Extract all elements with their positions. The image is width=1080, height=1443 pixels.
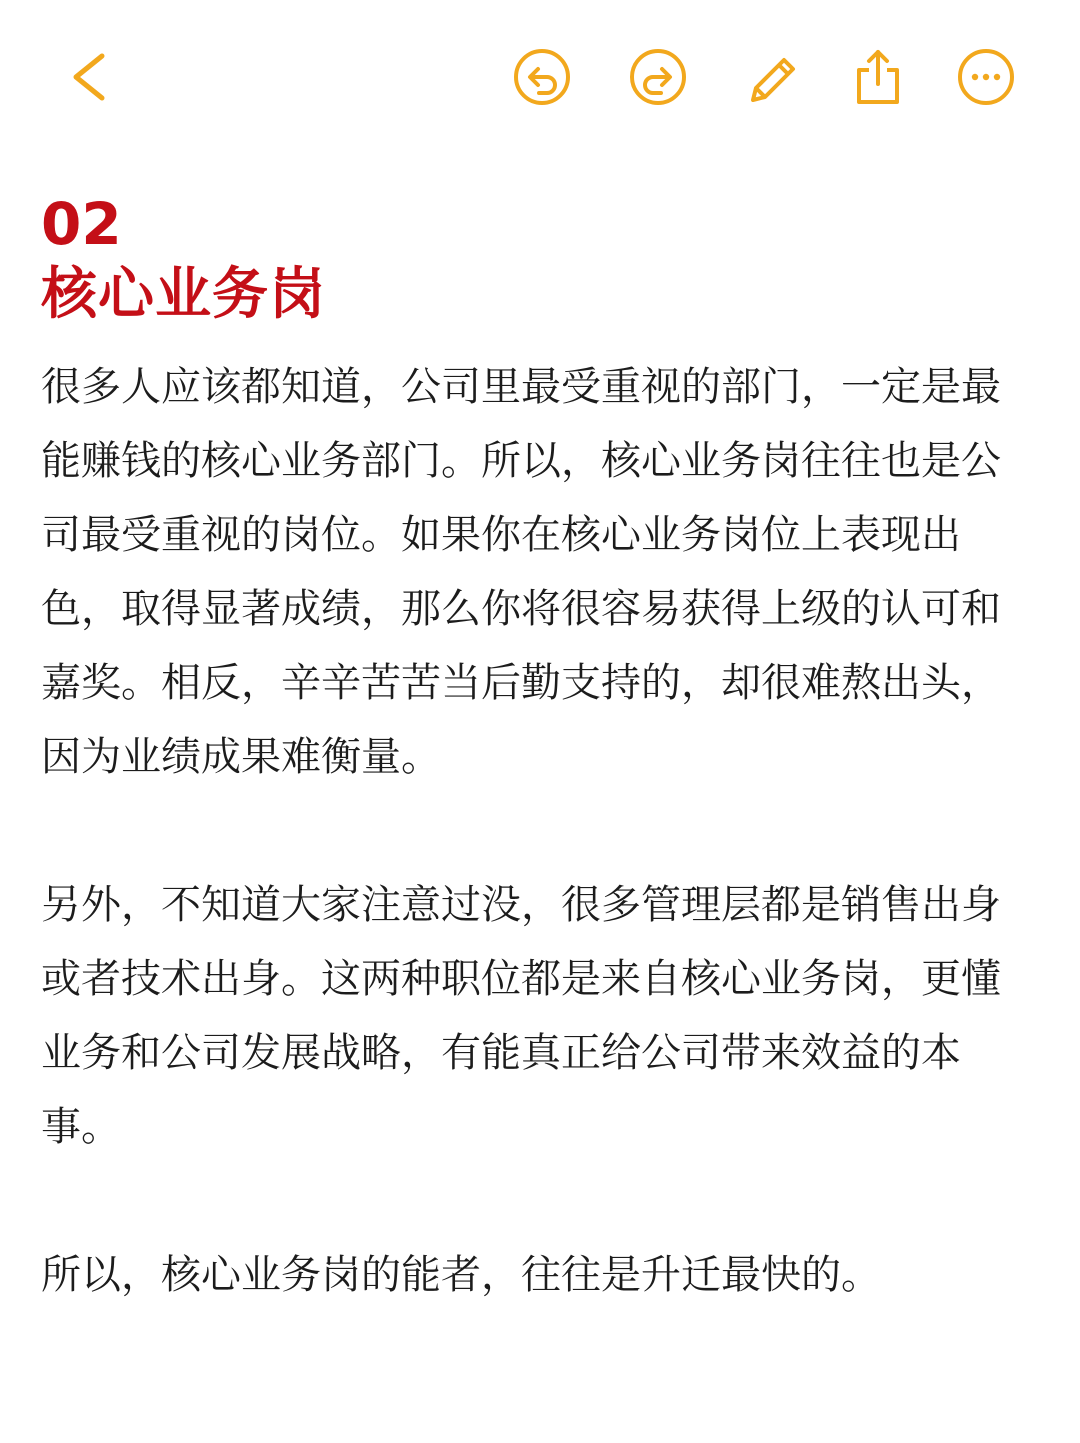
section-number: 02: [41, 190, 122, 258]
redo-button[interactable]: [625, 44, 691, 110]
undo-button[interactable]: [509, 44, 575, 110]
paragraph: 所以，核心业务岗的能者，往往是升迁最快的。: [41, 1252, 881, 1298]
chevron-left-icon: [58, 44, 124, 110]
pencil-icon: [739, 44, 805, 110]
toolbar: [0, 0, 1080, 160]
edit-button[interactable]: [739, 44, 805, 110]
redo-icon: [625, 44, 691, 110]
share-button[interactable]: [845, 44, 911, 110]
more-button[interactable]: [953, 44, 1019, 110]
more-icon: [953, 44, 1019, 110]
undo-icon: [509, 44, 575, 110]
section-heading: 核心业务岗: [41, 262, 326, 327]
back-button[interactable]: [58, 44, 124, 110]
note-content[interactable]: [41, 188, 1001, 1312]
share-icon: [845, 44, 911, 110]
paragraph: 很多人应该都知道，公司里最受重视的部门，一定是最能赚钱的核心业务部门。所以，核心业务岗往往也是公司最受重视的岗位。如果你在核心业务岗位上表现出色，取得显著成绩，那么你将很容易获得上级的认可和嘉奖。相反，辛辛苦苦当后勤支持的，却很难熬出头，因为业绩成果难衡量。: [41, 364, 1001, 780]
paragraph: 另外，不知道大家注意过没，很多管理层都是销售出身或者技术出身。这两种职位都是来自核心业务岗，更懂业务和公司发展战略，有能真正给公司带来效益的本事。: [41, 882, 1001, 1150]
